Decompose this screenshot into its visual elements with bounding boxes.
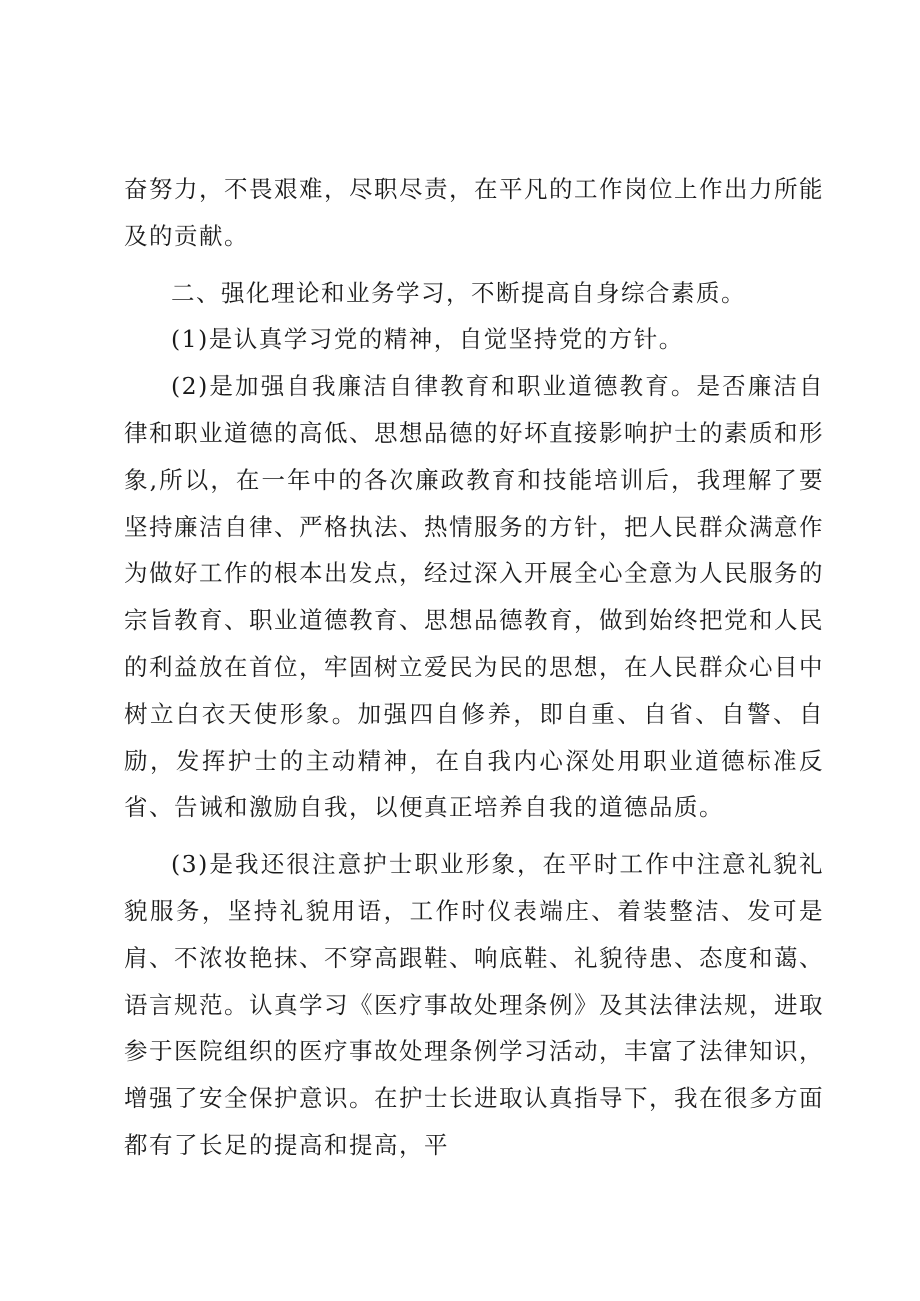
paragraph-item-1: (1)是认真学习党的精神，自觉坚持党的方针。 (171, 325, 684, 354)
body-text (124, 166, 824, 1169)
paragraph-continuation: 奋努力，不畏艰难，尽职尽责，在平凡的工作岗位上作出力所能及的贡献。 (124, 175, 824, 250)
paragraph-item-2: (2)是加强自我廉洁自律教育和职业道德教育。是否廉洁自律和职业道德的高低、思想品德的好坏直接影响护士的素质和形象,所以，在一年中的各次廉政教育和技能培训后，我理解了要坚持廉洁自律、严格执法、热情服务的方针，把人民群众满意作为做好工作的根本出发点，经过深入开展全心全意为人民服务的宗旨教育、职业道德教育、思想品德教育，做到始终把党和人民的利益放在首位，牢固树立爱民为民的思想，在人民群众心目中树立白衣天使形象。加强四自修养，即自重、自省、自警、自励，发挥护士的主动精神，在自我内心深处用职业道德标准反省、告诫和激励自我，以便真正培养自我的道德品质。 (124, 372, 824, 822)
paragraph-item-3: (3)是我还很注意护士职业形象，在平时工作中注意礼貌礼貌服务，坚持礼貌用语，工作时仪表端庄、着装整洁、发可是肩、不浓妆艳抹、不穿高跟鞋、响底鞋、礼貌待患、态度和蔼、语言规范。认真学习《医疗事故处理条例》及其法律法规，进取参于医院组织的医疗事故处理条例学习活动，丰富了法律知识，增强了安全保护意识。在护士长进取认真指导下，我在很多方面都有了长足的提高和提高，平 (124, 850, 824, 1159)
section-heading: 二、强化理论和业务学习，不断提高自身综合素质。 (171, 278, 746, 307)
